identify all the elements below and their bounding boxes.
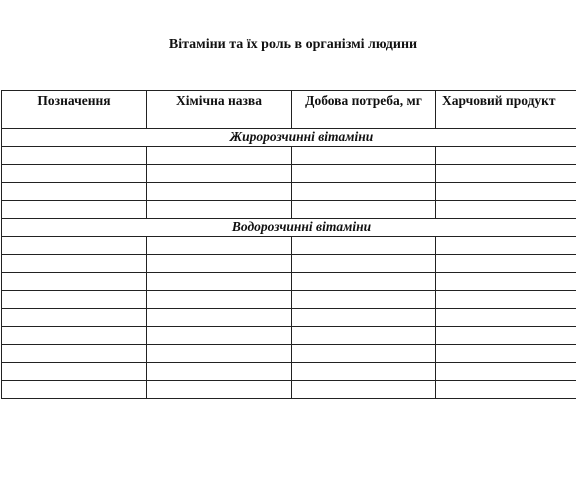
table-cell[interactable] (2, 183, 147, 201)
table-cell[interactable] (292, 327, 436, 345)
header-food-product: Харчовий продукт (436, 91, 576, 129)
table-cell[interactable] (292, 201, 436, 219)
table-row (2, 381, 576, 399)
table-cell[interactable] (292, 237, 436, 255)
document-title: Вітаміни та їх роль в організмі людини (168, 37, 418, 52)
table-cell[interactable] (2, 273, 147, 291)
table-cell[interactable] (2, 237, 147, 255)
table-cell[interactable] (436, 237, 576, 255)
table-cell[interactable] (147, 381, 292, 399)
table-cell[interactable] (292, 255, 436, 273)
vitamins-table (1, 90, 576, 399)
table-cell[interactable] (2, 165, 147, 183)
table-cell[interactable] (2, 255, 147, 273)
table-row (2, 345, 576, 363)
table-cell[interactable] (436, 345, 576, 363)
table-cell[interactable] (2, 327, 147, 345)
table-cell[interactable] (292, 345, 436, 363)
table-cell[interactable] (147, 147, 292, 165)
header-designation: Позначення (2, 91, 147, 129)
table-cell[interactable] (147, 201, 292, 219)
table-header-row (2, 91, 576, 129)
table-cell[interactable] (292, 183, 436, 201)
table-cell[interactable] (147, 237, 292, 255)
table-row (2, 201, 576, 219)
table-cell[interactable] (436, 309, 576, 327)
table-cell[interactable] (436, 183, 576, 201)
table-cell[interactable] (292, 273, 436, 291)
table-row (2, 309, 576, 327)
section-row-fat-soluble (2, 129, 576, 147)
table-cell[interactable] (292, 165, 436, 183)
table-row (2, 273, 576, 291)
header-chemical-name: Хімічна назва (147, 91, 292, 129)
table-cell[interactable] (292, 291, 436, 309)
table-cell[interactable] (2, 291, 147, 309)
table-cell[interactable] (147, 255, 292, 273)
table-cell[interactable] (436, 363, 576, 381)
table-row (2, 363, 576, 381)
table-cell[interactable] (292, 309, 436, 327)
table-cell[interactable] (147, 363, 292, 381)
table-cell[interactable] (436, 255, 576, 273)
table-cell[interactable] (2, 363, 147, 381)
section-title-fat-soluble: Жиророзчинні вітаміни (2, 129, 576, 147)
table-cell[interactable] (147, 183, 292, 201)
table-cell[interactable] (147, 273, 292, 291)
table-cell[interactable] (436, 381, 576, 399)
table-row (2, 255, 576, 273)
table-row (2, 183, 576, 201)
table-cell[interactable] (2, 309, 147, 327)
table-cell[interactable] (147, 309, 292, 327)
table-body (2, 129, 576, 399)
table-cell[interactable] (2, 381, 147, 399)
table-cell[interactable] (2, 201, 147, 219)
table-row (2, 237, 576, 255)
table-cell[interactable] (147, 327, 292, 345)
table-cell[interactable] (147, 291, 292, 309)
table-cell[interactable] (147, 165, 292, 183)
table-cell[interactable] (292, 381, 436, 399)
header-daily-requirement: Добова потреба, мг (292, 91, 436, 129)
table-cell[interactable] (436, 273, 576, 291)
table-cell[interactable] (436, 147, 576, 165)
table-cell[interactable] (2, 147, 147, 165)
table-cell[interactable] (2, 345, 147, 363)
table-cell[interactable] (436, 327, 576, 345)
table-cell[interactable] (436, 291, 576, 309)
table-row (2, 291, 576, 309)
table-cell[interactable] (292, 363, 436, 381)
section-row-water-soluble (2, 219, 576, 237)
table-row (2, 165, 576, 183)
table-row (2, 327, 576, 345)
section-title-water-soluble: Водорозчинні вітаміни (2, 219, 576, 237)
table-cell[interactable] (147, 345, 292, 363)
table-row (2, 147, 576, 165)
table-cell[interactable] (436, 165, 576, 183)
table-cell[interactable] (292, 147, 436, 165)
table-cell[interactable] (436, 201, 576, 219)
